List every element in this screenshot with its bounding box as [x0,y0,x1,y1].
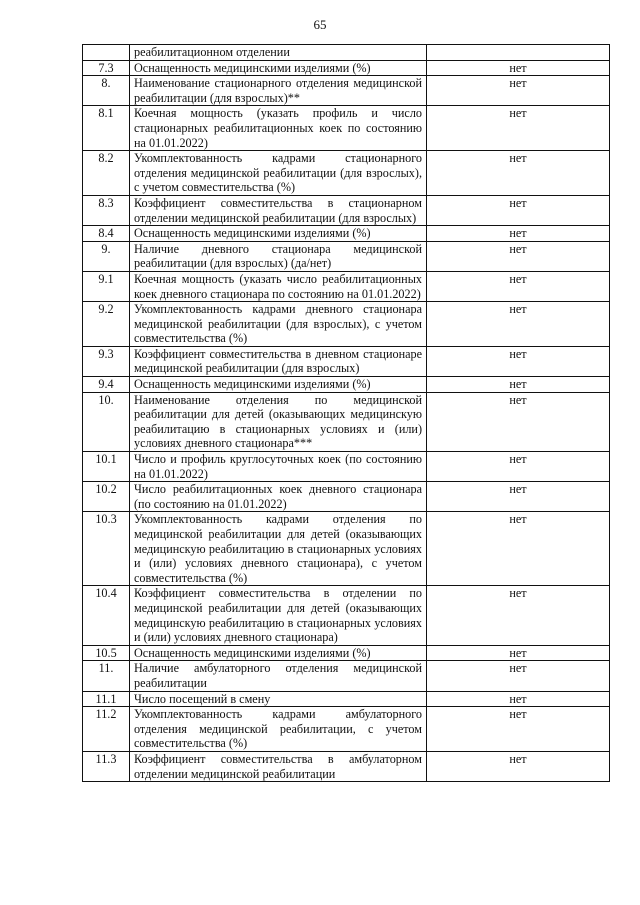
row-number: 10.3 [83,512,130,586]
indicator-name: Оснащенность медицинскими изделиями (%) [130,226,427,242]
row-number: 9.2 [83,302,130,347]
indicator-value: нет [427,226,610,242]
indicator-name: Наименование стационарного отделения медицинской реабилитации (для взрослых)** [130,76,427,106]
indicators-table [82,44,610,782]
table-row [83,346,610,376]
row-number: 11. [83,661,130,691]
indicator-value: нет [427,645,610,661]
page-number: 65 [313,17,327,32]
indicator-value: нет [427,151,610,196]
table-row [83,482,610,512]
table-row [83,45,610,61]
indicator-value: нет [427,586,610,645]
indicator-name: Оснащенность медицинскими изделиями (%) [130,645,427,661]
indicator-name: Укомплектованность кадрами дневного стационара медицинской реабилитации (для взрослых), с учетом совместительства (%) [130,302,427,347]
row-number: 7.3 [83,60,130,76]
row-number: 11.3 [83,751,130,781]
indicator-name: Коэффициент совместительства в стационарном отделении медицинской реабилитации (для взрослых) [130,195,427,225]
row-number: 10.5 [83,645,130,661]
indicator-name: Коечная мощность (указать профиль и число стационарных реабилитационных коек по состоянию на 01.01.2022) [130,106,427,151]
row-number: 8.2 [83,151,130,196]
row-number: 10. [83,392,130,451]
indicator-name: Число и профиль круглосуточных коек (по состоянию на 01.01.2022) [130,452,427,482]
indicator-value: нет [427,452,610,482]
indicator-name: реабилитационном отделении [130,45,427,61]
table-row [83,512,610,586]
row-number: 9.4 [83,377,130,393]
indicator-value: нет [427,751,610,781]
table-row [83,226,610,242]
indicator-name: Наименование отделения по медицинской реабилитации для детей (оказывающих медицинскую реабилитацию в стационарных условиях и (или) условиях дневного стационара*** [130,392,427,451]
indicator-name: Коечная мощность (указать число реабилитационных коек дневного стационара по состоянию на 01.01.2022) [130,271,427,301]
table-row [83,645,610,661]
indicator-value: нет [427,691,610,707]
indicator-name: Коэффициент совместительства в амбулаторном отделении медицинской реабилитации [130,751,427,781]
table-row [83,195,610,225]
indicator-value: нет [427,346,610,376]
row-number: 11.1 [83,691,130,707]
indicator-value: нет [427,60,610,76]
row-number: 8. [83,76,130,106]
table-row [83,586,610,645]
row-number: 10.2 [83,482,130,512]
indicator-name: Укомплектованность кадрами амбулаторного отделения медицинской реабилитации, с учетом совместительства (%) [130,707,427,752]
row-number [83,45,130,61]
indicator-value: нет [427,241,610,271]
row-number: 9. [83,241,130,271]
row-number: 10.1 [83,452,130,482]
indicator-name: Укомплектованность кадрами стационарного отделения медицинской реабилитации (для взрослых), с учетом совместительства (%) [130,151,427,196]
indicator-name: Число реабилитационных коек дневного стационара (по состоянию на 01.01.2022) [130,482,427,512]
row-number: 9.1 [83,271,130,301]
indicator-value: нет [427,271,610,301]
indicator-name: Наличие амбулаторного отделения медицинской реабилитации [130,661,427,691]
table-row [83,271,610,301]
table-row [83,241,610,271]
indicator-value: нет [427,76,610,106]
indicator-name: Наличие дневного стационара медицинской реабилитации (для взрослых) (да/нет) [130,241,427,271]
table-row [83,452,610,482]
indicator-name: Оснащенность медицинскими изделиями (%) [130,377,427,393]
row-number: 10.4 [83,586,130,645]
row-number: 9.3 [83,346,130,376]
table-body [83,45,610,782]
indicator-value: нет [427,392,610,451]
row-number: 8.4 [83,226,130,242]
indicator-name: Укомплектованность кадрами отделения по медицинской реабилитации для детей (оказывающих медицинскую реабилитацию в стационарных условиях и (или) условиях дневного стационара), с учетом совместительства (%) [130,512,427,586]
table-row [83,106,610,151]
table-row [83,302,610,347]
indicator-value: нет [427,377,610,393]
row-number: 11.2 [83,707,130,752]
indicator-name: Коэффициент совместительства в отделении по медицинской реабилитации для детей (оказывающих медицинскую реабилитацию в стационарных условиях и (или) условиях дневного стационара) [130,586,427,645]
table-row [83,661,610,691]
indicator-value: нет [427,195,610,225]
indicator-value: нет [427,302,610,347]
indicator-value: нет [427,707,610,752]
table-row [83,691,610,707]
table-row [83,707,610,752]
row-number: 8.1 [83,106,130,151]
indicator-value: нет [427,661,610,691]
indicator-value: нет [427,106,610,151]
table-row [83,76,610,106]
table-row [83,151,610,196]
indicator-value: нет [427,512,610,586]
indicator-value: нет [427,482,610,512]
indicator-name: Коэффициент совместительства в дневном стационаре медицинской реабилитации (для взрослых) [130,346,427,376]
indicator-value [427,45,610,61]
row-number: 8.3 [83,195,130,225]
indicator-name: Число посещений в смену [130,691,427,707]
table-row [83,377,610,393]
table-row [83,60,610,76]
table-row [83,392,610,451]
indicator-name: Оснащенность медицинскими изделиями (%) [130,60,427,76]
table-row [83,751,610,781]
